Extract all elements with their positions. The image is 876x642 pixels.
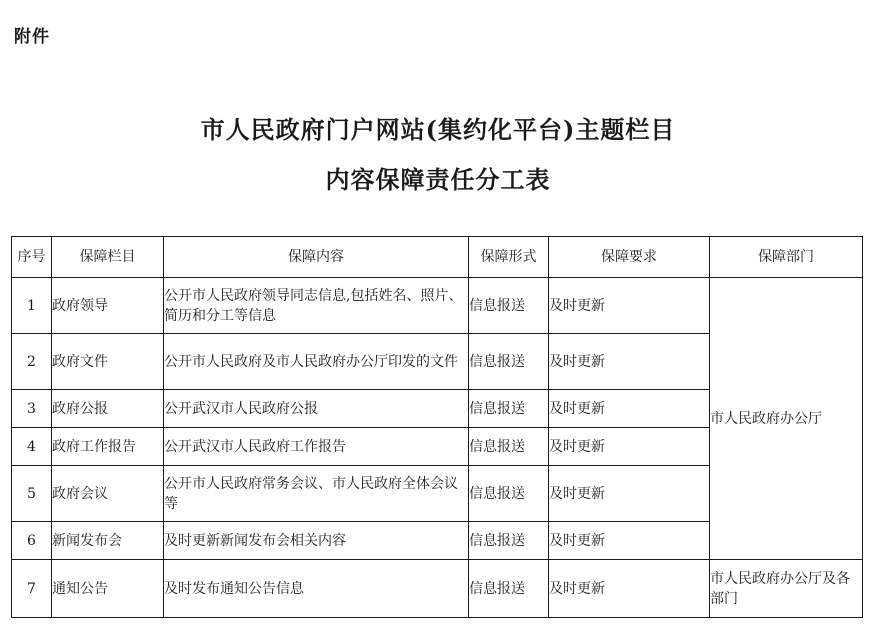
cell-content: 及时发布通知公告信息	[164, 560, 469, 618]
cell-content: 公开武汉市人民政府公报	[164, 390, 469, 428]
cell-column: 政府会议	[52, 466, 164, 522]
cell-no: 1	[12, 278, 52, 334]
cell-column: 政府公报	[52, 390, 164, 428]
document-title: 市人民政府门户网站(集约化平台)主题栏目	[200, 115, 676, 144]
cell-column: 政府工作报告	[52, 428, 164, 466]
table-row	[12, 560, 863, 618]
cell-requirement: 及时更新	[549, 522, 710, 560]
header-no: 序号	[12, 237, 52, 278]
cell-form: 信息报送	[469, 334, 549, 390]
cell-requirement: 及时更新	[549, 278, 710, 334]
document-subtitle: 内容保障责任分工表	[325, 165, 551, 194]
header-content: 保障内容	[164, 237, 469, 278]
cell-requirement: 及时更新	[549, 390, 710, 428]
cell-requirement: 及时更新	[549, 560, 710, 618]
cell-column: 政府领导	[52, 278, 164, 334]
table-header-row	[12, 237, 863, 278]
cell-no: 3	[12, 390, 52, 428]
cell-no: 5	[12, 466, 52, 522]
cell-department-merged: 市人民政府办公厅	[710, 278, 863, 560]
cell-no: 7	[12, 560, 52, 618]
cell-column: 政府文件	[52, 334, 164, 390]
cell-form: 信息报送	[469, 522, 549, 560]
cell-form: 信息报送	[469, 466, 549, 522]
responsibility-table	[11, 236, 863, 618]
cell-content: 公开武汉市人民政府工作报告	[164, 428, 469, 466]
cell-content: 及时更新新闻发布会相关内容	[164, 522, 469, 560]
cell-no: 6	[12, 522, 52, 560]
table-row	[12, 278, 863, 334]
header-form: 保障形式	[469, 237, 549, 278]
cell-form: 信息报送	[469, 390, 549, 428]
cell-form: 信息报送	[469, 428, 549, 466]
cell-form: 信息报送	[469, 560, 549, 618]
cell-content: 公开市人民政府及市人民政府办公厅印发的文件	[164, 334, 469, 390]
cell-column: 新闻发布会	[52, 522, 164, 560]
cell-requirement: 及时更新	[549, 466, 710, 522]
cell-no: 2	[12, 334, 52, 390]
header-department: 保障部门	[710, 237, 863, 278]
cell-requirement: 及时更新	[549, 428, 710, 466]
attachment-label: 附件	[14, 27, 50, 47]
header-column: 保障栏目	[52, 237, 164, 278]
cell-requirement: 及时更新	[549, 334, 710, 390]
cell-no: 4	[12, 428, 52, 466]
cell-column: 通知公告	[52, 560, 164, 618]
cell-content: 公开市人民政府领导同志信息,包括姓名、照片、简历和分工等信息	[164, 278, 469, 334]
cell-form: 信息报送	[469, 278, 549, 334]
cell-department: 市人民政府办公厅及各部门	[710, 560, 863, 618]
cell-content: 公开市人民政府常务会议、市人民政府全体会议等	[164, 466, 469, 522]
header-requirement: 保障要求	[549, 237, 710, 278]
